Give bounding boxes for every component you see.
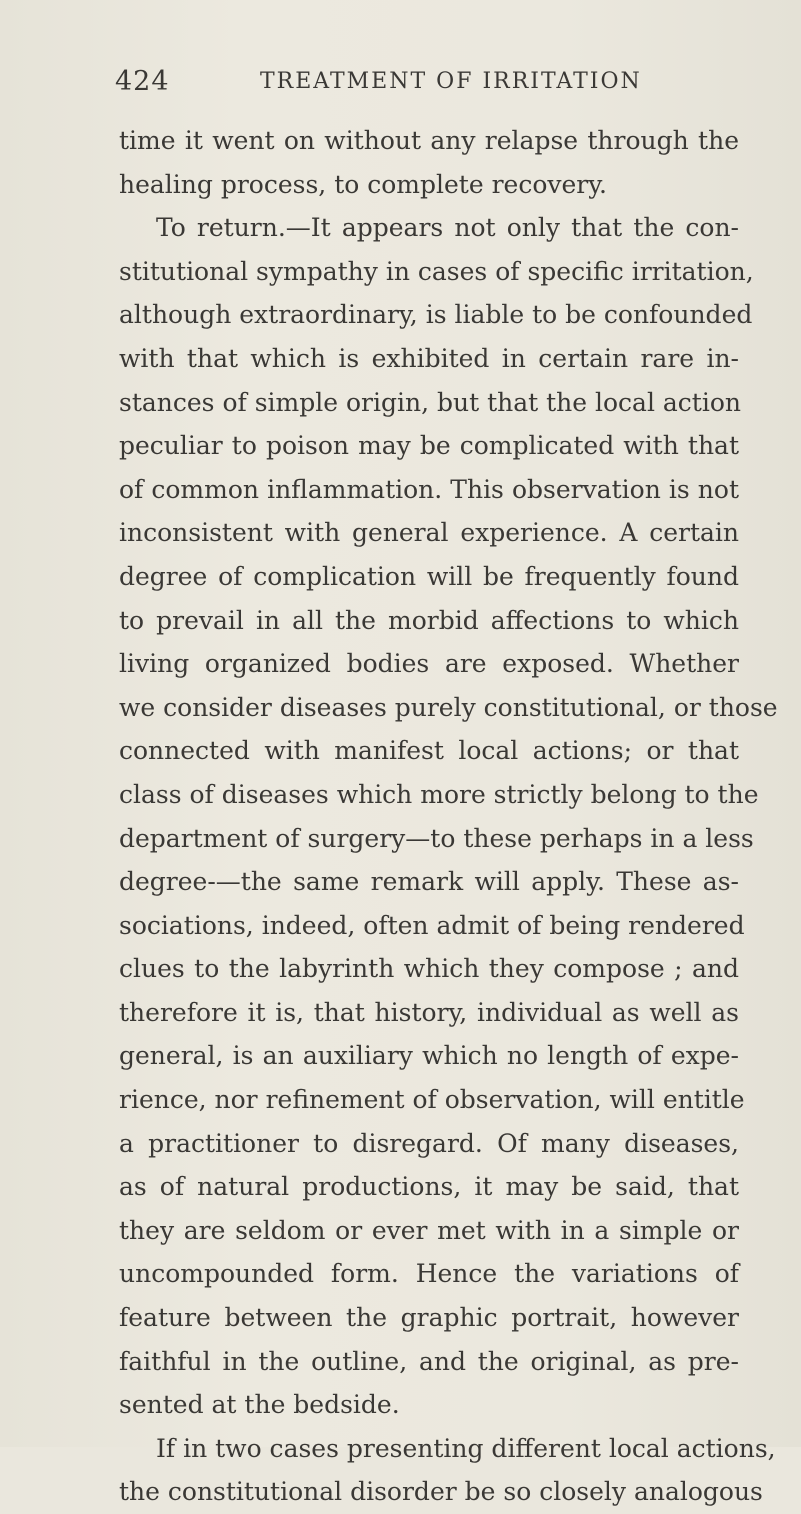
text-line: faithful in the outline, and the original, as pre- bbox=[119, 1346, 739, 1376]
text-line: uncompounded form. Hence the variations of bbox=[119, 1259, 739, 1289]
page-number: 424 bbox=[115, 66, 170, 97]
running-title: TREATMENT OF IRRITATION bbox=[260, 69, 642, 94]
text-line: general, is an auxiliary which no length of expe- bbox=[119, 1041, 739, 1071]
text-line: we consider diseases purely constitutional, or those bbox=[119, 692, 778, 722]
text-line: of common inflammation. This observation is not bbox=[119, 474, 739, 504]
text-line: inconsistent with general experience. A certain bbox=[119, 518, 739, 548]
text-line: with that which is exhibited in certain rare in- bbox=[119, 343, 739, 373]
text-line: therefore it is, that history, individual as well as bbox=[119, 997, 739, 1027]
text-line: living organized bodies are exposed. Whether bbox=[119, 649, 739, 679]
text-line: connected with manifest local actions; or that bbox=[119, 736, 739, 766]
text-line: stitutional sympathy in cases of specific irritation, bbox=[119, 256, 754, 286]
text-line: as of natural productions, it may be said, that bbox=[119, 1172, 739, 1202]
body-text bbox=[119, 119, 778, 1514]
text-line: rience, nor refinement of observation, will entitle bbox=[119, 1085, 745, 1115]
text-line: stances of simple origin, but that the local action bbox=[119, 387, 741, 417]
text-line: to prevail in all the morbid affections to which bbox=[119, 605, 739, 635]
text-line: although extraordinary, is liable to be confounded bbox=[119, 300, 753, 330]
text-line: degree of complication will be frequently found bbox=[119, 561, 739, 591]
text-line: feature between the graphic portrait, however bbox=[119, 1303, 739, 1333]
text-line: To return.—It appears not only that the con- bbox=[156, 213, 739, 243]
text-line: sented at the bedside. bbox=[119, 1390, 400, 1420]
text-line: If in two cases presenting different local actions, bbox=[156, 1433, 776, 1463]
text-line: degree-—the same remark will apply. These as- bbox=[119, 867, 739, 897]
text-line: they are seldom or ever met with in a simple or bbox=[119, 1215, 739, 1245]
text-line: healing process, to complete recovery. bbox=[119, 169, 608, 199]
text-line: time it went on without any relapse through the bbox=[119, 126, 739, 155]
text-line: peculiar to poison may be complicated with that bbox=[119, 431, 739, 461]
text-line: class of diseases which more strictly belong to the bbox=[119, 779, 759, 809]
running-head bbox=[115, 62, 735, 102]
text-line: clues to the labyrinth which they compose ; and bbox=[119, 954, 739, 984]
text-line: a practitioner to disregard. Of many diseases, bbox=[119, 1128, 739, 1158]
text-line: sociations, indeed, often admit of being rendered bbox=[119, 910, 745, 940]
text-line: department of surgery—to these perhaps in a less bbox=[119, 823, 754, 853]
text-line: the constitutional disorder be so closely analogous bbox=[119, 1477, 763, 1507]
